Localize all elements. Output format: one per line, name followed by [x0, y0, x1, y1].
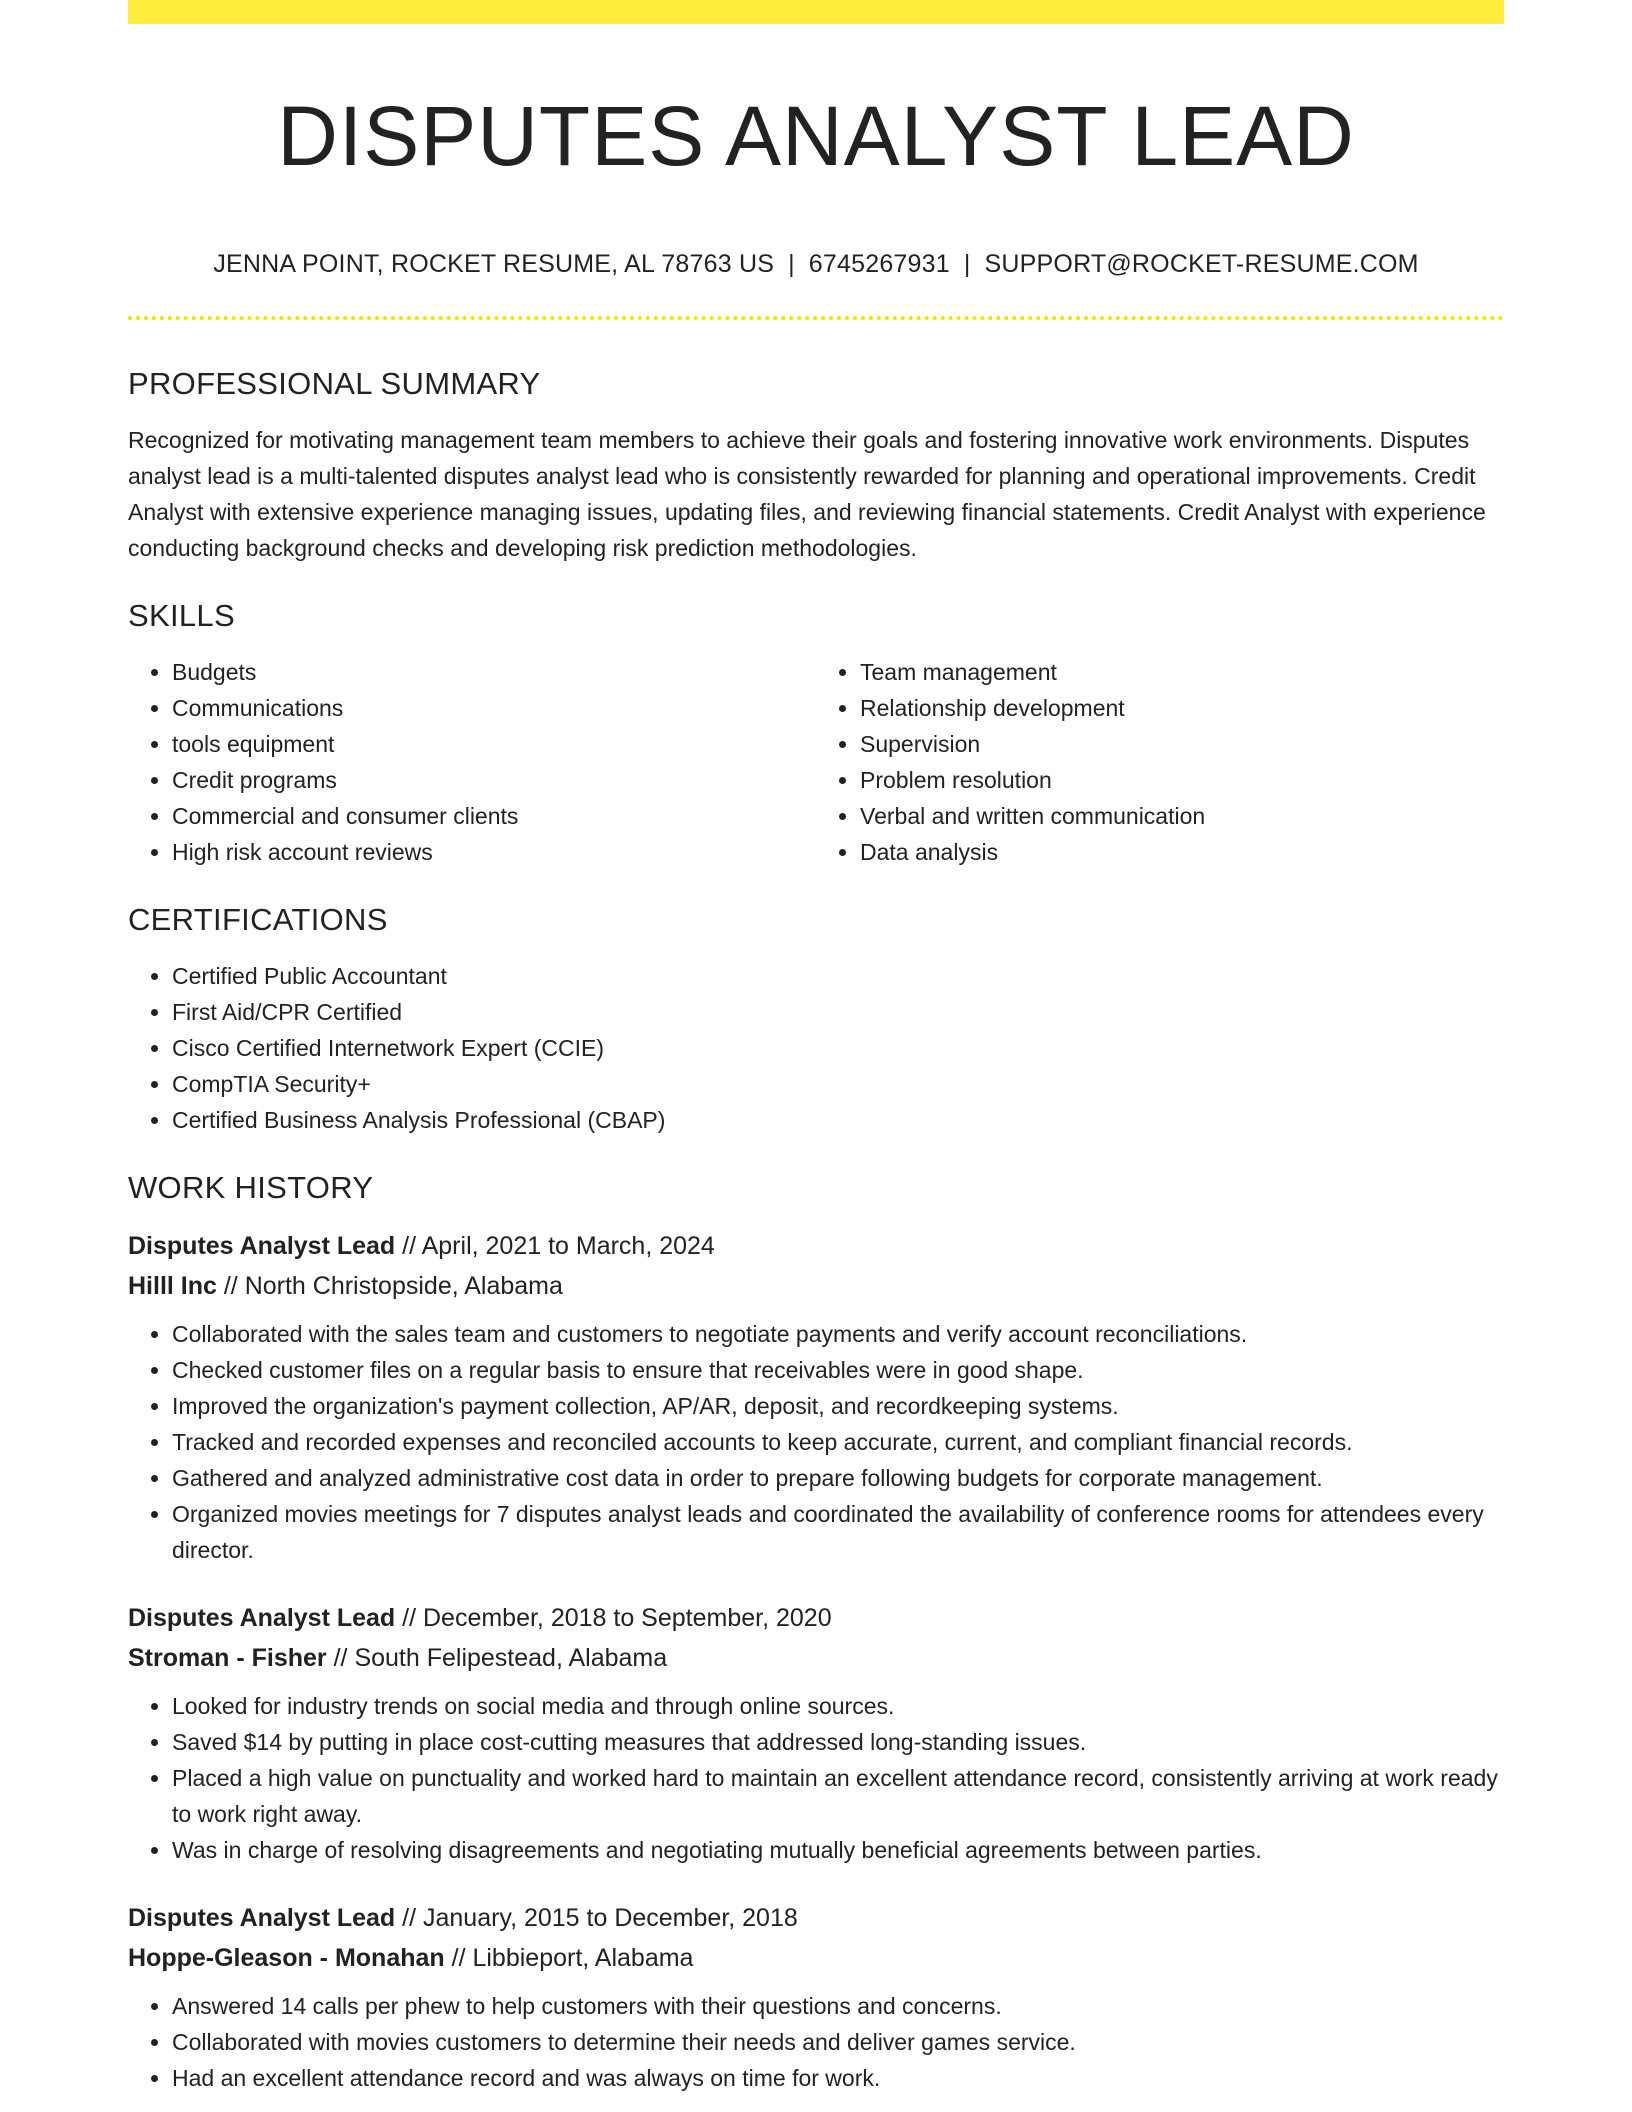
- job-title-line: [128, 1226, 1504, 1266]
- skill-item: • Commercial and consumer clients: [172, 798, 816, 834]
- job-dates: // December, 2018 to September, 2020: [395, 1604, 832, 1632]
- certification-item: • Cisco Certified Internetwork Expert (CCIE): [172, 1030, 1504, 1066]
- dotted-divider: [128, 316, 1504, 320]
- skill-item: • tools equipment: [172, 726, 816, 762]
- job-company: Hilll Inc: [128, 1272, 217, 1300]
- certifications-heading: CERTIFICATIONS: [128, 902, 388, 937]
- job-entry: [128, 1898, 1504, 2096]
- resume-content: [128, 24, 1504, 2096]
- job-bullet: • Improved the organization's payment collection, AP/AR, deposit, and recordkeeping systems.: [172, 1388, 1504, 1424]
- skill-item: • Communications: [172, 690, 816, 726]
- job-bullet: • Saved $14 by putting in place cost-cutting measures that addressed long-standing issues.: [172, 1724, 1504, 1760]
- job-company-line: [128, 1266, 1504, 1306]
- resume-title: DISPUTES ANALYST LEAD: [277, 89, 1355, 183]
- certification-item: • First Aid/CPR Certified: [172, 994, 1504, 1030]
- skill-item: • Supervision: [860, 726, 1504, 762]
- job-bullet: • Placed a high value on punctuality and worked hard to maintain an excellent attendance record, consistently arriving at work ready to work right away.: [172, 1760, 1504, 1832]
- job-bullet: • Organized movies meetings for 7 disputes analyst leads and coordinated the availability of conference rooms for attendees every director.: [172, 1496, 1504, 1568]
- certification-item: • Certified Public Accountant: [172, 958, 1504, 994]
- job-bullet: • Collaborated with movies customers to determine their needs and deliver games service.: [172, 2024, 1504, 2060]
- job-title-line: [128, 1598, 1504, 1638]
- job-bullet: • Looked for industry trends on social media and through online sources.: [172, 1688, 1504, 1724]
- job-title: Disputes Analyst Lead: [128, 1904, 396, 1932]
- job-title-line: [128, 1898, 1504, 1938]
- job-company-line: [128, 1938, 1504, 1978]
- skills-list-left: [128, 654, 816, 870]
- job-location: // North Christopside, Alabama: [216, 1272, 563, 1300]
- job-company-line: [128, 1638, 1504, 1678]
- skill-item: • Data analysis: [860, 834, 1504, 870]
- skill-item: • High risk account reviews: [172, 834, 816, 870]
- contact-separator: |: [963, 250, 971, 278]
- job-dates: // January, 2015 to December, 2018: [395, 1904, 798, 1932]
- skills-columns: [128, 654, 1504, 870]
- job-bullet: • Checked customer files on a regular basis to ensure that receivables were in good shape.: [172, 1352, 1504, 1388]
- skill-item: • Credit programs: [172, 762, 816, 798]
- contact-separator: |: [788, 250, 795, 278]
- job-location: // Libbieport, Alabama: [444, 1944, 694, 1972]
- summary-heading: PROFESSIONAL SUMMARY: [128, 366, 541, 401]
- contact-phone: 6745267931: [808, 250, 950, 278]
- job-bullet: • Answered 14 calls per phew to help customers with their questions and concerns.: [172, 1988, 1504, 2024]
- job-entry: [128, 1598, 1504, 1868]
- skills-list-right: [816, 654, 1504, 870]
- job-entry: [128, 1226, 1504, 1568]
- job-bullet: • Had an excellent attendance record and was always on time for work.: [172, 2060, 1504, 2096]
- certification-item: • Certified Business Analysis Professional (CBAP): [172, 1102, 1504, 1138]
- job-location: // South Felipestead, Alabama: [326, 1644, 668, 1672]
- job-bullets: [128, 1316, 1504, 1568]
- job-title: Disputes Analyst Lead: [128, 1232, 396, 1260]
- job-title: Disputes Analyst Lead: [128, 1604, 396, 1632]
- job-bullet: • Gathered and analyzed administrative cost data in order to prepare following budgets for corporate management.: [172, 1460, 1504, 1496]
- job-dates: // April, 2021 to March, 2024: [395, 1232, 715, 1260]
- job-bullet: • Tracked and recorded expenses and reconciled accounts to keep accurate, current, and compliant financial records.: [172, 1424, 1504, 1460]
- job-bullet: • Collaborated with the sales team and customers to negotiate payments and verify account reconciliations.: [172, 1316, 1504, 1352]
- work-history-heading: WORK HISTORY: [128, 1170, 374, 1205]
- skill-item: • Verbal and written communication: [860, 798, 1504, 834]
- job-company: Hoppe-Gleason - Monahan: [128, 1944, 445, 1972]
- top-accent-bar: [128, 0, 1504, 24]
- job-company: Stroman - Fisher: [128, 1644, 327, 1672]
- skills-heading: SKILLS: [128, 598, 235, 633]
- contact-address: JENNA POINT, ROCKET RESUME, AL 78763 US: [213, 250, 775, 278]
- job-bullet: • Was in charge of resolving disagreements and negotiating mutually beneficial agreements between parties.: [172, 1832, 1504, 1868]
- skill-item: • Relationship development: [860, 690, 1504, 726]
- certifications-list: [128, 958, 1504, 1138]
- job-bullets: [128, 1988, 1504, 2096]
- skill-item: • Budgets: [172, 654, 816, 690]
- contact-line: [128, 248, 1504, 280]
- skill-item: • Problem resolution: [860, 762, 1504, 798]
- summary-text: Recognized for motivating management team members to achieve their goals and fostering innovative work environments. Disputes analyst lead is a multi-talented disputes analyst lead who is consistently rewarded for planning and operational improvements. Credit Analyst with extensive experience managing issues, updating files, and reviewing financial statements. Credit Analyst with experience conducting background checks and developing risk prediction methodologies.: [128, 427, 1486, 561]
- contact-email: SUPPORT@ROCKET-RESUME.COM: [984, 250, 1419, 278]
- certification-item: • CompTIA Security+: [172, 1066, 1504, 1102]
- skill-item: • Team management: [860, 654, 1504, 690]
- job-bullets: [128, 1688, 1504, 1868]
